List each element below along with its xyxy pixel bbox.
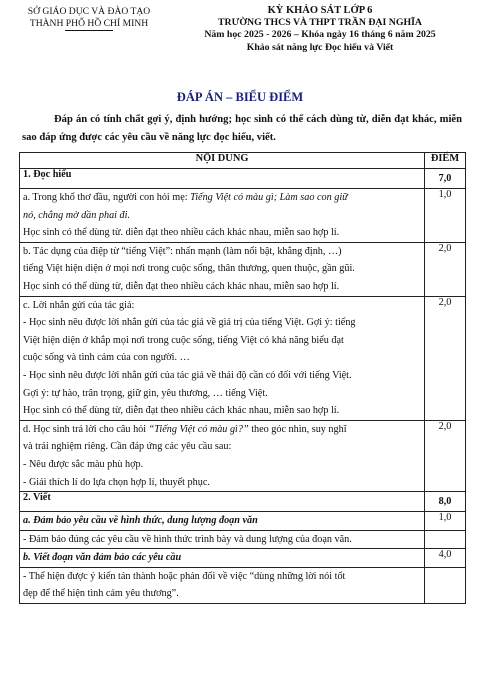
- row-points: 1,0: [425, 512, 466, 531]
- table-row: [20, 512, 466, 531]
- row-points: 1,0: [425, 189, 466, 243]
- criterion-title: b. Viết đoạn văn đảm bảo các yêu cầu: [23, 552, 182, 564]
- answer-text: theo góc nhìn, suy nghĩ: [248, 423, 347, 435]
- answer-text: và trải nghiệm riêng. Cần đáp ứng các yêu cầu sau:: [23, 441, 232, 453]
- table-row: [20, 530, 466, 549]
- empty-points-cell: [425, 567, 466, 603]
- writing-criterion-a: [20, 512, 425, 531]
- department-line: SỞ GIÁO DỤC VÀ ĐÀO TẠO: [27, 6, 151, 17]
- points-column-header: ĐIỂM: [425, 153, 466, 169]
- table-row: [20, 189, 466, 243]
- answer-text: b. Tác dụng của điệp từ “tiếng Việt”: nhấn mạnh (làm nổi bật, khẳng định, …): [23, 245, 342, 257]
- answer-d: [20, 420, 425, 491]
- scoring-table: [19, 152, 466, 604]
- section-points: 8,0: [425, 492, 466, 512]
- answer-text: Việt hiện diện ở khắp mọi nơi trong cuộc sống, tiếng Việt có khả năng biểu đạt: [23, 334, 344, 346]
- answer-text: cuộc sống và tình cảm của con người. …: [23, 352, 190, 364]
- header-underline: [65, 30, 113, 31]
- table-header-row: [20, 153, 466, 169]
- answer-text: - Học sinh nêu được lời nhắn gửi của tác giả về thái độ cần có đối với tiếng Việt.: [23, 369, 352, 381]
- table-row: [20, 242, 466, 296]
- answer-text: d. Học sinh trả lời cho câu hỏi: [23, 423, 149, 435]
- section-reading-row: [20, 169, 466, 189]
- answer-b: [20, 242, 425, 296]
- section-title: 1. Đọc hiểu: [20, 169, 425, 189]
- answer-text: - Nêu được sắc màu phù hợp.: [23, 458, 144, 470]
- answer-text: Học sinh có thể dùng từ. diễn đạt theo nhiều cách khác nhau, miễn sao hợp lí.: [23, 227, 340, 239]
- table-row: [20, 549, 466, 568]
- table-row: [20, 567, 466, 603]
- row-points: 2,0: [425, 242, 466, 296]
- exam-heading: [160, 5, 480, 54]
- answer-text: - Giải thích lí do lựa chọn hợp lí, thuyết phục.: [23, 476, 210, 488]
- answer-text: tiếng Việt hiện diện ở mọi nơi trong cuộc sống, thân thương, quen thuộc, gần gũi.: [23, 263, 355, 275]
- answer-text: c. Lời nhắn gửi của tác giả:: [23, 299, 135, 311]
- city-line: THÀNH PHỐ HỒ CHÍ MINH: [29, 17, 149, 29]
- answer-text: đẹp để thể hiện tình cảm yêu thương”.: [23, 588, 179, 600]
- row-points: 4,0: [425, 549, 466, 568]
- quoted-text: nó, chẳng mờ dần phai đi.: [23, 209, 131, 221]
- answer-c: [20, 296, 425, 420]
- table-row: [20, 420, 466, 491]
- content-column-header: NỘI DUNG: [20, 153, 425, 169]
- section-points: 7,0: [425, 169, 466, 189]
- issuing-authority: [14, 6, 164, 31]
- empty-points-cell: [425, 530, 466, 549]
- school-name: TRƯỜNG THCS VÀ THPT TRẦN ĐẠI NGHĨA: [218, 17, 422, 29]
- intro-note: Đáp án có tính chất gợi ý, định hướng; học sinh có thể cách dùng từ, diễn đạt khác, miễn sao đáp ứng được các yêu cầu về năng lực đọc hiểu, viết.: [22, 114, 462, 143]
- criterion-title: a. Đảm bảo yêu cầu về hình thức, dung lượng đoạn văn: [23, 515, 258, 527]
- answer-text: - Thể hiện được ý kiến tán thành hoặc phản đối về việc “dùng những lời nói tốt: [23, 570, 346, 582]
- exam-date: Năm học 2025 - 2026 – Khóa ngày 16 tháng 6 năm 2025: [204, 29, 436, 41]
- exam-title: KỲ KHẢO SÁT LỚP 6: [267, 5, 373, 16]
- answer-text: Học sinh có thể dùng từ, diễn đạt theo nhiều cách khác nhau, miễn sao hợp lí.: [23, 405, 340, 417]
- section-title: 2. Viết: [20, 492, 425, 512]
- quoted-text: “Tiếng Việt có màu gì?”: [148, 423, 249, 435]
- exam-subject: Khảo sát năng lực Đọc hiểu và Viết: [246, 41, 394, 53]
- quoted-text: Tiếng Việt có màu gì; Làm sao con giữ: [190, 192, 348, 203]
- writing-criterion-a-detail: [20, 530, 425, 549]
- answer-a: [20, 189, 425, 243]
- section-writing-row: [20, 492, 466, 512]
- answer-text: - Đảm bảo đúng các yêu cầu về hình thức trình bày và dung lượng của đoạn văn.: [23, 533, 352, 545]
- answer-key-title: ĐÁP ÁN – BIỂU ĐIỂM: [176, 90, 304, 104]
- row-points: 2,0: [425, 296, 466, 420]
- table-row: [20, 296, 466, 420]
- answer-text: Học sinh có thể dùng từ, diễn đạt theo nhiều cách khác nhau, miễn sao hợp lí.: [23, 280, 340, 292]
- writing-criterion-b: [20, 549, 425, 568]
- answer-text: - Học sinh nêu được lời nhắn gửi của tác giả về giá trị của tiếng Việt. Gợi ý: tiếng: [23, 317, 356, 329]
- answer-text: Gợi ý: tự hào, trân trọng, giữ gìn, yêu thương, … tiếng Việt.: [23, 387, 268, 399]
- row-points: 2,0: [425, 420, 466, 491]
- writing-criterion-b-detail: [20, 567, 425, 603]
- answer-text: a. Trong khổ thơ đầu, người con hỏi mẹ:: [23, 192, 191, 203]
